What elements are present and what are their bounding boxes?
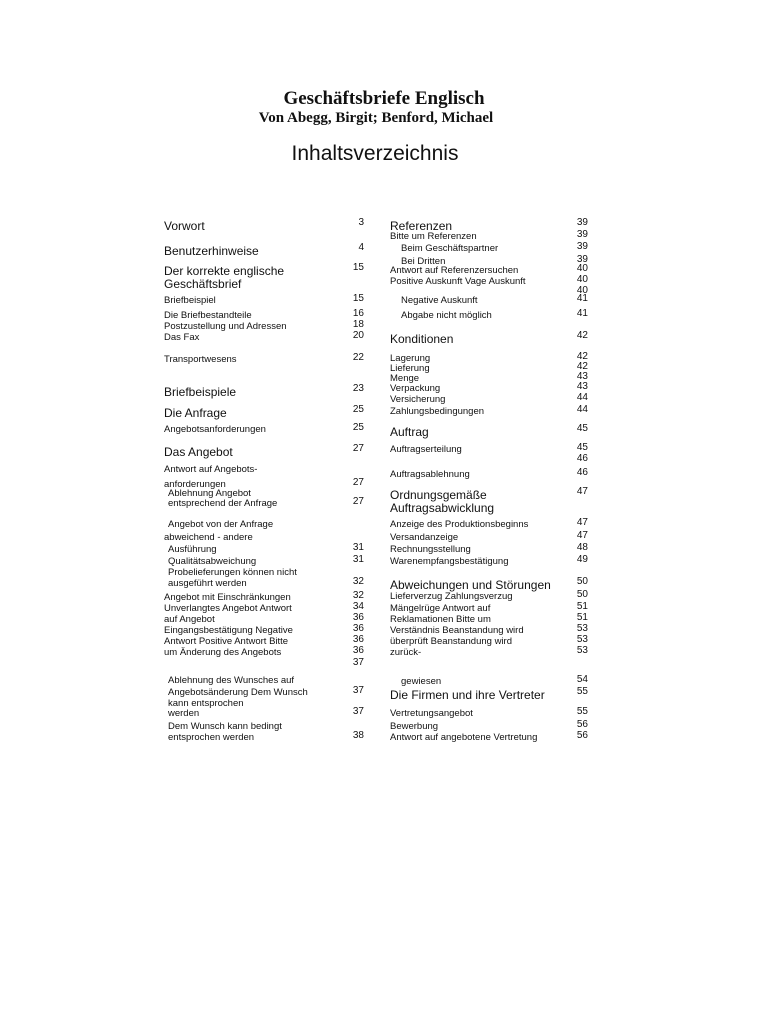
right-entry-page-number: 45 (576, 442, 588, 453)
right-entry-title: Menge (390, 373, 420, 384)
left-entry-title: auf Angebot (164, 614, 215, 625)
left-entry-title: Angebotsanforderungen (164, 424, 266, 435)
left-entry-page-number: 15 (352, 262, 364, 273)
left-entry-title: kann entsprochen (168, 698, 244, 709)
right-entry-title: Auftragserteilung (390, 444, 462, 455)
left-entry-page-number: 34 (352, 601, 364, 612)
right-entry-page-number: 42 (576, 351, 588, 362)
right-entry-title: Beim Geschäftspartner (401, 243, 499, 254)
right-entry-page-number: 47 (576, 517, 588, 528)
right-entry-title: Verpackung (390, 383, 441, 394)
left-entry-title: abweichend - andere (164, 532, 253, 543)
right-entry-page-number: 55 (576, 686, 588, 697)
right-entry-page-number: 47 (576, 530, 588, 541)
left-entry-title: Antwort Positive Antwort Bitte (164, 636, 289, 647)
left-entry-page-number: 36 (352, 634, 364, 645)
right-entry-title: Lagerung (390, 353, 431, 364)
toc-heading: Inhaltsverzeichnis (291, 142, 459, 165)
left-entry-page-number: 18 (352, 319, 364, 330)
left-entry-page-number: 20 (352, 330, 364, 341)
right-entry-title: Bei Dritten (401, 256, 446, 267)
right-entry-title: Vertretungsangebot (390, 708, 473, 719)
left-entry-title: Postzustellung und Adressen (164, 321, 287, 332)
left-entry-page-number: 36 (352, 623, 364, 634)
left-entry-page-number: 4 (358, 242, 364, 253)
right-entry-title: Anzeige des Produktionsbeginns (390, 519, 529, 530)
right-entry-title: Abweichungen und Störungen (390, 578, 551, 592)
left-entry-title: Die Anfrage (164, 406, 227, 420)
right-entry-title: Auftragsablehnung (390, 469, 470, 480)
right-entry-page-number: 53 (576, 634, 588, 645)
right-entry-title: Reklamationen Bitte um (390, 614, 491, 625)
left-entry-title: Ausführung (168, 544, 217, 555)
right-entry-page-number: 56 (576, 730, 588, 741)
left-entry-title: Ablehnung des Wunsches auf (168, 675, 295, 686)
left-entry-page-number: 23 (352, 383, 364, 394)
left-entry-title: Angebotsänderung Dem Wunsch (168, 687, 308, 698)
left-entry-page-number: 22 (352, 352, 364, 363)
right-entry-title: Auftragsabwicklung (390, 501, 495, 515)
right-entry-page-number: 43 (576, 371, 588, 382)
right-entry-page-number: 55 (576, 706, 588, 717)
right-entry-page-number: 56 (576, 719, 588, 730)
left-entry-title: Dem Wunsch kann bedingt (168, 721, 282, 732)
right-entry-page-number: 49 (576, 554, 588, 565)
document-title: Geschäftsbriefe Englisch (283, 88, 485, 109)
left-entry-title: ausgeführt werden (168, 578, 247, 589)
document-authors: Von Abegg, Birgit; Benford, Michael (258, 110, 494, 126)
left-entry-page-number: 15 (352, 293, 364, 304)
right-entry-page-number: 39 (576, 254, 588, 265)
left-entry-page-number: 16 (352, 308, 364, 319)
left-entry-title: Probelieferungen können nicht (168, 567, 297, 578)
left-entry-page-number: 32 (352, 590, 364, 601)
left-entry-page-number: 37 (352, 685, 364, 696)
left-entry-title: Qualitätsabweichung (168, 556, 257, 567)
right-entry-title: Die Firmen und ihre Vertreter (390, 688, 545, 702)
left-entry-page-number: 25 (352, 404, 364, 415)
right-entry-page-number: 39 (576, 241, 588, 252)
right-entry-title: Mängelrüge Antwort auf (390, 603, 491, 614)
right-entry-page-number: 44 (576, 404, 588, 415)
right-entry-page-number: 39 (576, 217, 588, 228)
right-entry-title: Auftrag (390, 425, 429, 439)
right-entry-page-number: 40 (576, 285, 588, 296)
left-entry-title: Die Briefbestandteile (164, 310, 252, 321)
right-entry-title: Negative Auskunft (401, 295, 478, 306)
right-entry-page-number: 46 (576, 467, 588, 478)
left-entry-page-number: 25 (352, 422, 364, 433)
right-entry-page-number: 47 (576, 486, 588, 497)
right-entry-title: Ordnungsgemäße (390, 488, 487, 502)
left-entry-page-number: 32 (352, 576, 364, 587)
left-entry-page-number: 37 (352, 706, 364, 717)
right-entry-title: Bewerbung (390, 721, 439, 732)
left-entry-title: entsprechend der Anfrage (168, 498, 278, 509)
right-entry-title: Versicherung (390, 394, 446, 405)
left-entry-title: anforderungen (164, 479, 226, 490)
right-entry-page-number: 40 (576, 274, 588, 285)
right-entry-page-number: 41 (576, 293, 588, 304)
right-entry-page-number: 50 (576, 589, 588, 600)
right-entry-page-number: 42 (576, 330, 588, 341)
left-entry-page-number: 36 (352, 612, 364, 623)
right-entry-page-number: 48 (576, 542, 588, 553)
left-entry-title: Briefbeispiel (164, 295, 216, 306)
right-entry-title: Rechnungsstellung (390, 544, 471, 555)
right-entry-page-number: 51 (576, 601, 588, 612)
right-entry-page-number: 53 (576, 623, 588, 634)
left-entry-title: Der korrekte englische (164, 264, 285, 278)
left-entry-page-number: 31 (352, 542, 364, 553)
left-entry-page-number: 27 (352, 496, 364, 507)
right-entry-page-number: 53 (576, 645, 588, 656)
right-entry-page-number: 50 (576, 576, 588, 587)
left-entry-title: Vorwort (164, 219, 205, 233)
right-entry-title: gewiesen (401, 676, 442, 687)
right-entry-title: Lieferverzug Zahlungsverzug (390, 591, 513, 602)
right-entry-page-number: 44 (576, 392, 588, 403)
right-entry-title: Abgabe nicht möglich (401, 310, 492, 321)
left-entry-page-number: 27 (352, 477, 364, 488)
left-entry-page-number: 36 (352, 645, 364, 656)
right-entry-title: Antwort auf Referenzersuchen (390, 265, 519, 276)
right-entry-title: Verständnis Beanstandung wird (390, 625, 524, 636)
right-entry-page-number: 54 (576, 674, 588, 685)
right-entry-title: Positive Auskunft Vage Auskunft (390, 276, 526, 287)
left-entry-page-number: 31 (352, 554, 364, 565)
right-entry-title: zurück- (390, 647, 422, 658)
left-entry-title: Briefbeispiele (164, 385, 237, 399)
right-entry-title: Bitte um Referenzen (390, 231, 477, 242)
left-entry-title: um Änderung des Angebots (164, 647, 282, 658)
right-entry-page-number: 42 (576, 361, 588, 372)
right-entry-title: Warenempfangsbestätigung (390, 556, 509, 567)
left-entry-page-number: 27 (352, 443, 364, 454)
right-entry-title: Antwort auf angebotene Vertretung (390, 732, 538, 743)
right-entry-title: Referenzen (390, 219, 453, 233)
right-entry-page-number: 46 (576, 453, 588, 464)
right-entry-page-number: 45 (576, 423, 588, 434)
left-entry-title: Angebot von der Anfrage (168, 519, 274, 530)
left-entry-title: werden (168, 708, 200, 719)
right-entry-title: Versandanzeige (390, 532, 459, 543)
right-entry-page-number: 39 (576, 229, 588, 240)
left-entry-title: entsprochen werden (168, 732, 255, 743)
left-entry-title: Transportwesens (164, 354, 237, 365)
right-entry-title: überprüft Beanstandung wird (390, 636, 512, 647)
left-entry-page-number: 3 (358, 217, 364, 228)
left-entry-title: Unverlangtes Angebot Antwort (164, 603, 292, 614)
left-entry-page-number: 37 (352, 657, 364, 668)
left-entry-title: Das Fax (164, 332, 200, 343)
right-entry-page-number: 40 (576, 263, 588, 274)
left-entry-title: Geschäftsbrief (164, 277, 242, 291)
left-entry-title: Eingangsbestätigung Negative (164, 625, 293, 636)
right-entry-title: Zahlungsbedingungen (390, 406, 485, 417)
right-entry-page-number: 51 (576, 612, 588, 623)
left-entry-title: Angebot mit Einschränkungen (164, 592, 291, 603)
left-entry-title: Das Angebot (164, 445, 233, 459)
right-entry-page-number: 41 (576, 308, 588, 319)
right-entry-title: Konditionen (390, 332, 454, 346)
left-entry-title: Benutzerhinweise (164, 244, 259, 258)
right-entry-page-number: 43 (576, 381, 588, 392)
right-entry-title: Lieferung (390, 363, 430, 374)
left-entry-title: Antwort auf Angebots- (164, 464, 258, 475)
left-entry-page-number: 38 (352, 730, 364, 741)
left-entry-title: Ablehnung Angebot (168, 488, 251, 499)
